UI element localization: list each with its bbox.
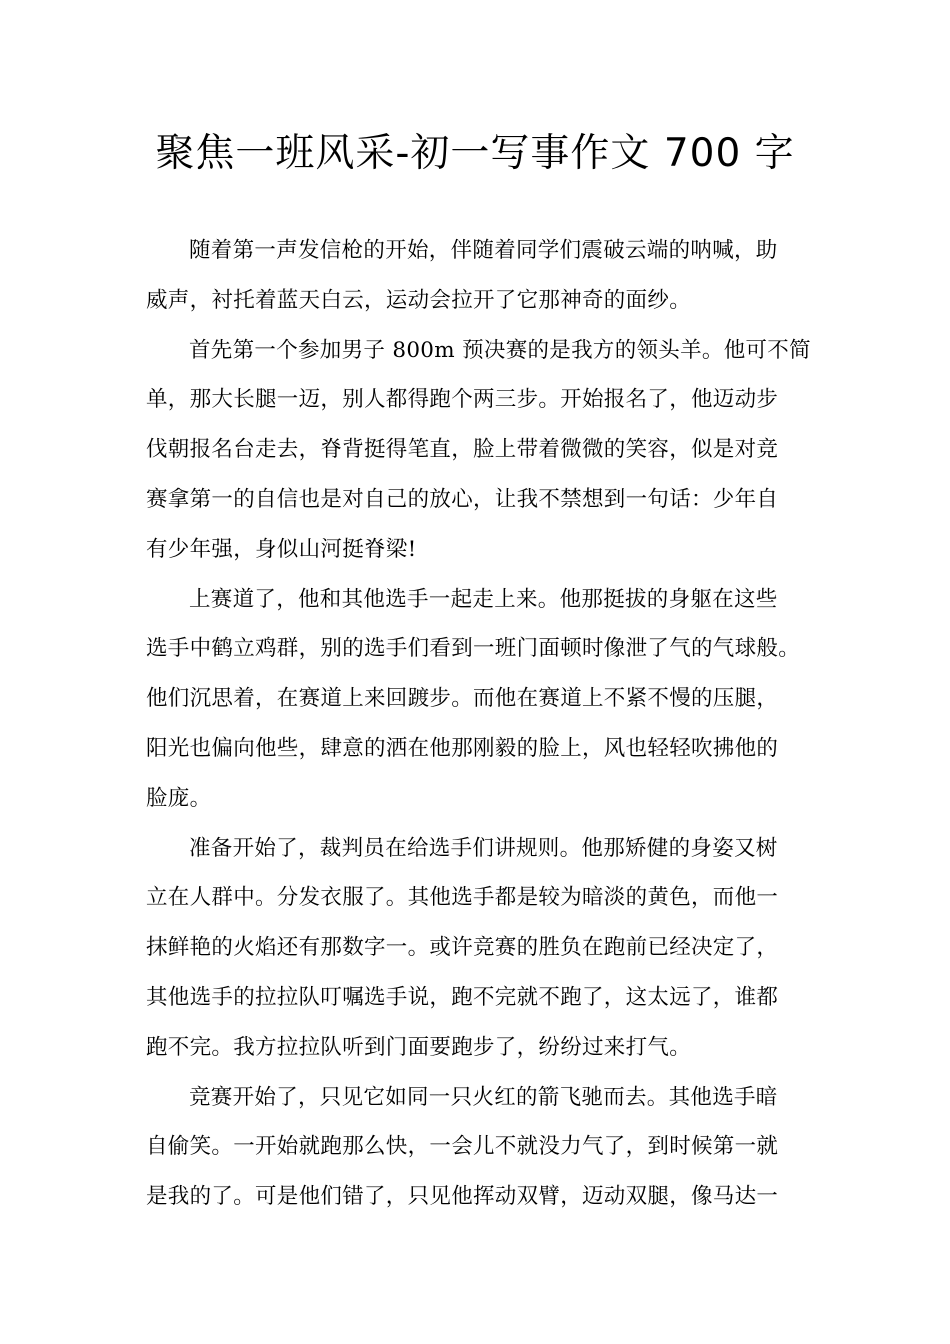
text-line: 竞赛开始了，只见它如同一只火红的箭飞驰而去。其他选手暗	[189, 1084, 778, 1110]
text-line: 伐朝报名台走去，脊背挺得笔直，脸上带着微微的笑容，似是对竞	[146, 437, 779, 463]
paragraph-3	[146, 575, 808, 824]
text-line: 其他选手的拉拉队叮嘱选手说，跑不完就不跑了，这太远了，谁都	[146, 984, 779, 1010]
text-line: 跑不完。我方拉拉队听到门面要跑步了，纷纷过来打气。	[146, 1034, 692, 1060]
paragraph-1	[146, 226, 808, 326]
text-line: 自偷笑。一开始就跑那么快，一会儿不就没力气了，到时候第一就	[146, 1134, 779, 1160]
text-line: 随着第一声发信枪的开始，伴随着同学们震破云端的呐喊，助	[189, 238, 778, 263]
text-line: 准备开始了，裁判员在给选手们讲规则。他那矫健的身姿又树	[189, 835, 778, 861]
document-body	[146, 226, 811, 1222]
paragraph-2	[146, 326, 811, 575]
text-line: 单，那大长腿一迈，别人都得跑个两三步。开始报名了，他迈动步	[146, 387, 779, 413]
text-line: 立在人群中。分发衣服了。其他选手都是较为暗淡的黄色，而他一	[146, 885, 779, 911]
text-line: 脸庞。	[146, 785, 212, 811]
text-line: 选手中鹤立鸡群，别的选手们看到一班门面顿时像泄了气的气球般。	[146, 636, 801, 662]
text-line: 抹鲜艳的火焰还有那数字一。或许竞赛的胜负在跑前已经决定了，	[146, 935, 779, 961]
text-line: 首先第一个参加男子 800m 预决赛的是我方的领头羊。他可不简	[189, 337, 811, 363]
text-line: 威声，衬托着蓝天白云，运动会拉开了它那神奇的面纱。	[146, 287, 692, 313]
text-line: 有少年强，身似山河挺脊梁!	[146, 536, 417, 562]
text-line: 他们沉思着，在赛道上来回踱步。而他在赛道上不紧不慢的压腿，	[146, 686, 779, 712]
text-line: 上赛道了，他和其他选手一起走上来。他那挺拔的身躯在这些	[189, 586, 778, 612]
text-line: 赛拿第一的自信也是对自己的放心，让我不禁想到一句话：少年自	[146, 486, 779, 512]
text-line: 是我的了。可是他们错了，只见他挥动双臂，迈动双腿，像马达一	[146, 1184, 779, 1210]
document-title: 聚焦一班风采-初一写事作文 700 字	[155, 131, 795, 176]
paragraph-5	[146, 1073, 808, 1222]
paragraph-4	[146, 824, 808, 1073]
text-line: 阳光也偏向他些，肆意的洒在他那刚毅的脸上，风也轻轻吹拂他的	[146, 735, 779, 761]
